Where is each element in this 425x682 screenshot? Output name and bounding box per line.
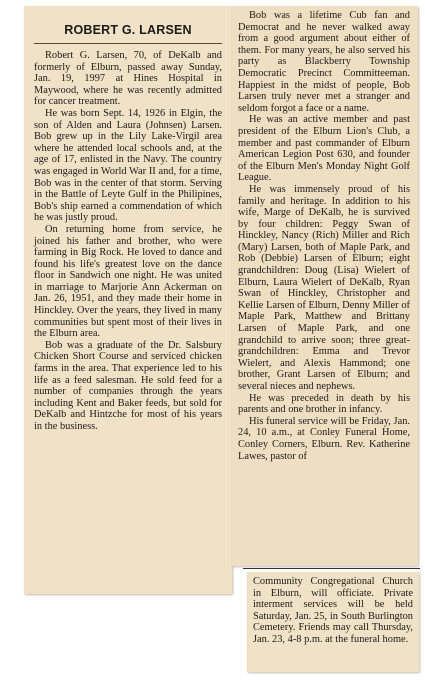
paragraph: Community Congregational Church in Elburn, will officiate. Private interment services will be held Saturday, Jan. 25, in South Burlington Cemetery. Friends may call Thursday, Jan. 23, 4-8 p.m. at the funeral home. bbox=[253, 576, 413, 645]
paragraph: Bob was a graduate of the Dr. Salsbury Chicken Short Course and serviced chicken farms in the area. That experience led to his life as a feed salesman. He sold feed for a number of companies through the years including Kent and Baker feeds, but sold for DeKalb and Hintzche for most of his years in the business. bbox=[34, 339, 222, 432]
paragraph: His funeral service will be Friday, Jan. 24, 10 a.m., at Conley Funeral Home, Conley Corners, Elburn. Rev. Katherine Lawes, pastor of bbox=[238, 415, 410, 462]
column-break-rule bbox=[243, 568, 420, 569]
paragraph: He was immensely proud of his family and heritage. In addition to his wife, Marge of DeKalb, he is survived by four children: Peggy Swan of Hinckley, Nancy (Rich) Miller and Rich (Mary) Larsen, both of Maple Park, and Rob (Debbie) Larsen of Elburn; eight grandchildren: Doug (Lisa) Wielert of Elburn, Laura Wielert of DeKalb, Ryan Swan of Hinckley, Christopher and Kellie Larsen of Elburn, Denny Miller of Maple Park, Matthew and Brittany Larsen of Maple Park, and one grandchild to arrive soon; three great-grandchildren: Emma and Trevor Wielert, and Alexis Hammond; one brother, Grant Larsen of Elburn; and several nieces and nephews. bbox=[238, 183, 410, 392]
paragraph: Bob was a lifetime Cub fan and Democrat and he never walked away from a good argument about either of them. For many years, he also served his party as Blackberry Township Democratic Precinct Committeeman. Happiest in the midst of people, Bob Larsen truly never met a stranger and seldom forgot a face or a name. bbox=[238, 10, 410, 114]
obituary-headline: ROBERT G. LARSEN bbox=[64, 23, 192, 37]
obituary-continuation bbox=[247, 572, 419, 672]
column-2-text bbox=[232, 6, 418, 462]
obituary-column-1 bbox=[24, 6, 232, 594]
obituary-column-2 bbox=[232, 6, 418, 566]
paragraph: He was preceded in death by his parents and one brother in infancy. bbox=[238, 392, 410, 416]
column-1-text bbox=[24, 50, 232, 433]
paragraph: He was born Sept. 14, 1926 in Elgin, the son of Alden and Laura (Johnsen) Larsen. Bob grew up in the Lily Lake-Virgil area where he attended local schools and, at the age of 17, enlisted in the Navy. The country was engaged in World War II and, for a time, Bob was in the center of that storm. Serving in the Battle of Leyte Gulf in the Philipines, Bob's ship earned a commendation of which he was justly proud. bbox=[34, 107, 222, 224]
paragraph: On returning home from service, he joined his father and brother, who were farming in Big Rock. He loved to dance and found his life's greatest love on the dance floor in Sandwich one night. He was united in marriage to Marjorie Ann Ackerman on Jan. 26, 1951, and they made their home in Hinckley. Over the years, they lived in many communities but spent most of their lives in the Elburn area. bbox=[34, 223, 222, 340]
headline-divider bbox=[34, 43, 222, 44]
column-3-text bbox=[247, 572, 419, 646]
paragraph: He was an active member and past president of the Elburn Lion's Club, a member and past commander of Elburn American Legion Post 630, and founder of the Elburn Men's Monday Night Golf League. bbox=[238, 114, 410, 184]
paragraph: Robert G. Larsen, 70, of DeKalb and formerly of Elburn, passed away Sunday, Jan. 19, 1997 at Hines Hospital in Maywood, where he was recently admitted for cancer treatment. bbox=[34, 50, 222, 108]
